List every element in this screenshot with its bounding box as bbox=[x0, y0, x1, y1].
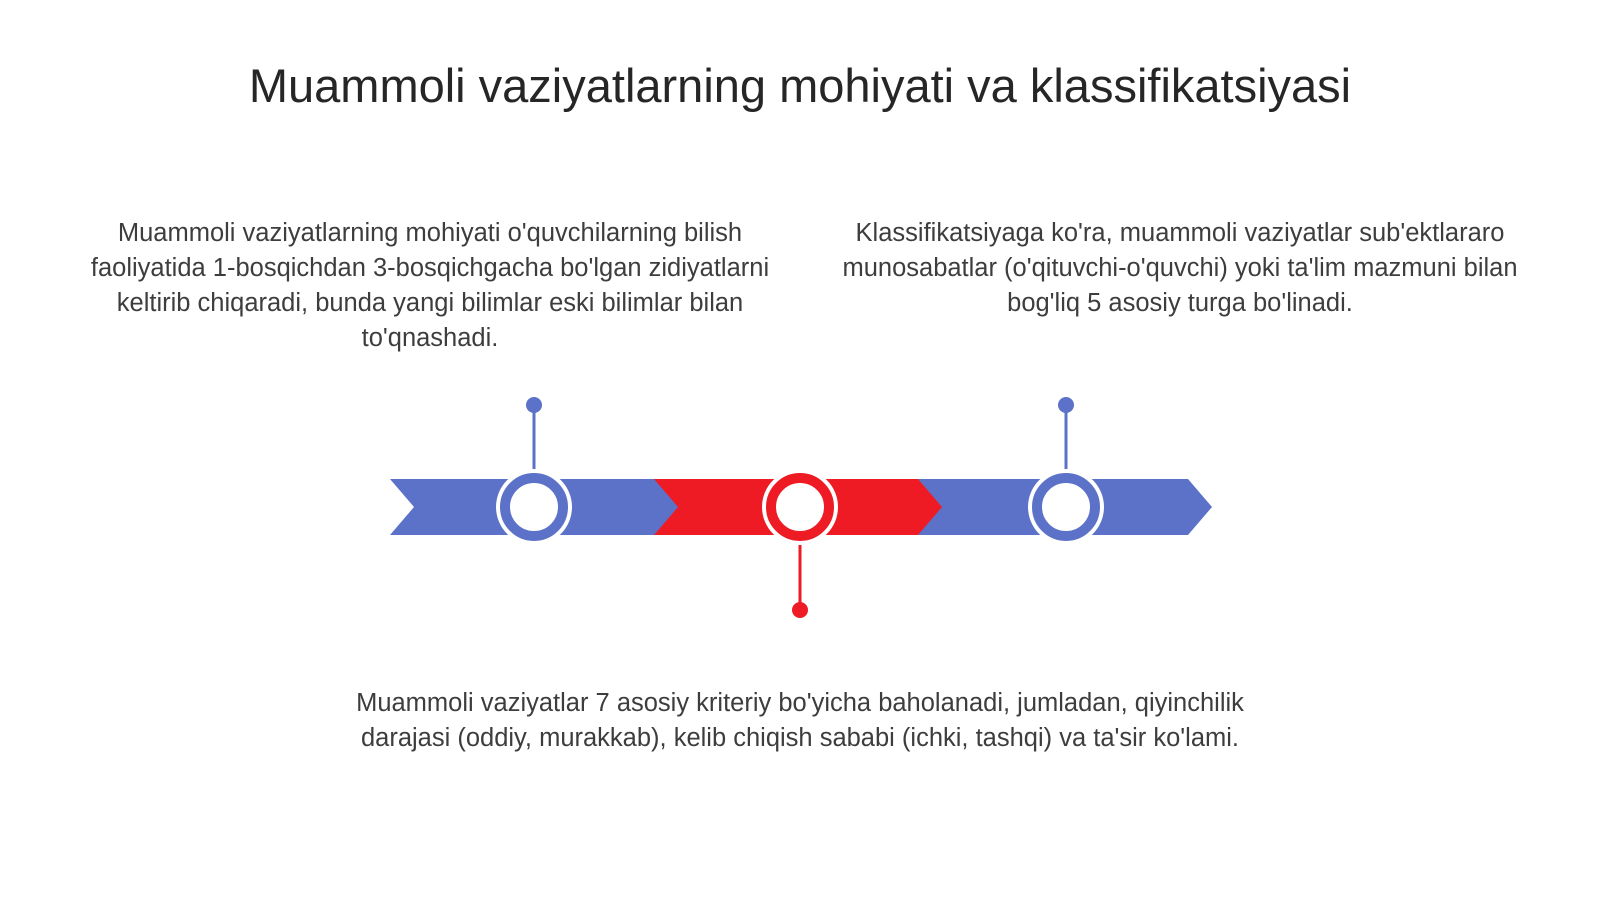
criteria-text-block: Muammoli vaziyatlar 7 asosiy kriteriy bo'yicha baholanadi, jumladan, qiyinchilik darajasi (oddiy, murakkab), kelib chiqish sababi (ichki, tashqi) va ta'sir ko'lami. bbox=[356, 689, 1244, 752]
timeline-connector-dot-1 bbox=[526, 397, 542, 413]
timeline-connector-dot-2 bbox=[792, 602, 808, 618]
essence-text-block: Muammoli vaziyatlarning mohiyati o'quvchilarning bilish faoliyatida 1-bosqichdan 3-bosqichgacha bo'lgan zidiyatlarni keltirib chiqaradi, bunda yangi bilimlar eski bilimlar bilan to'qnashadi. bbox=[90, 219, 770, 352]
page-title: Muammoli vaziyatlarning mohiyati va klassifikatsiyasi bbox=[248, 59, 1352, 112]
timeline-milestone-3 bbox=[1028, 469, 1104, 545]
timeline-connector-dot-3 bbox=[1058, 397, 1074, 413]
classification-text-block: Klassifikatsiyaga ko'ra, muammoli vaziyatlar sub'ektlararo munosabatlar (o'qituvchi-o'quvchi) yoki ta'lim mazmuni bilan bog'liq 5 asosiy turga bo'linadi. bbox=[842, 219, 1518, 317]
timeline-milestone-1 bbox=[496, 469, 572, 545]
timeline-milestone-2 bbox=[762, 469, 838, 545]
